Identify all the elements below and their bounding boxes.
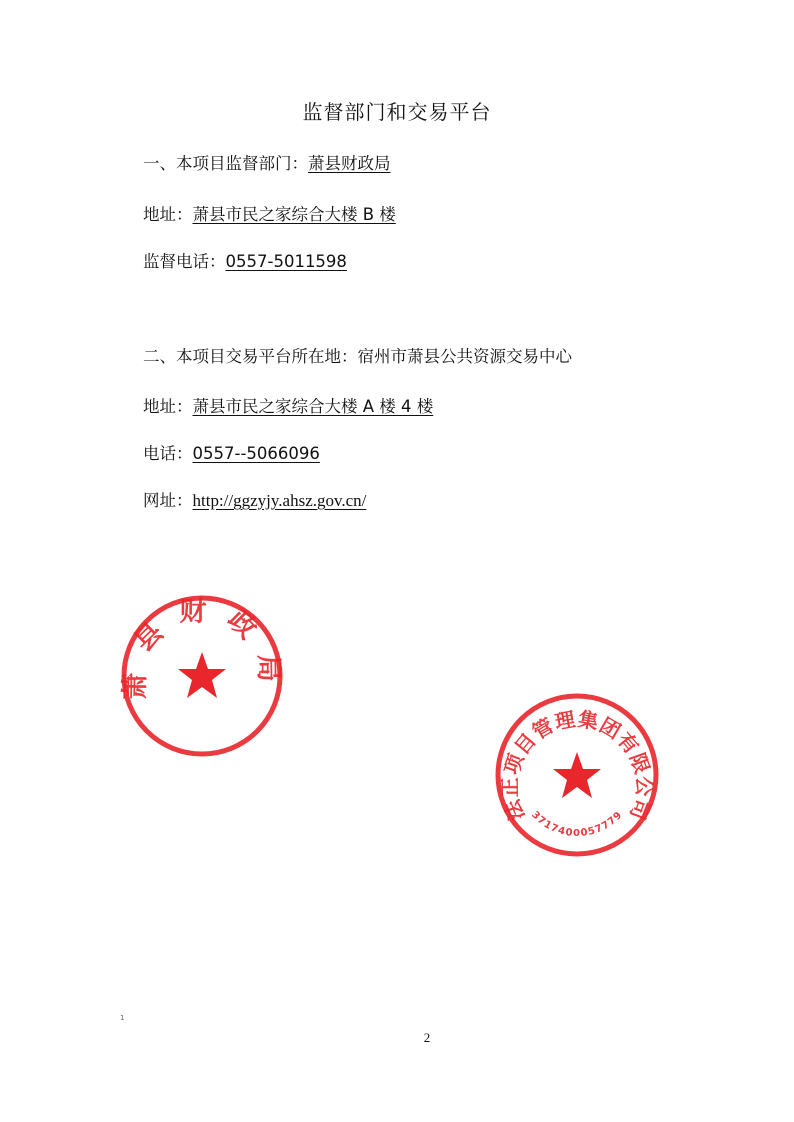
section2-address xyxy=(143,393,433,417)
page-title: 监督部门和交易平台 xyxy=(302,100,492,124)
website-label: 网址： xyxy=(143,491,193,510)
section1-phone xyxy=(143,248,347,272)
section1-label: 一、本项目监督部门： xyxy=(143,154,308,173)
phone-label: 监督电话： xyxy=(143,252,226,271)
section1-heading xyxy=(143,150,391,174)
address-label: 地址： xyxy=(143,205,193,224)
website-link[interactable]: http://ggzyjy.ahsz.gov.cn/ xyxy=(192,491,367,510)
svg-text:3717400057779 xyxy=(529,809,625,839)
seal-number: 3717400057779 xyxy=(529,809,625,840)
section2-phone xyxy=(143,440,320,464)
supervisor-dept: 萧县财政局 xyxy=(308,154,391,173)
address-value: 萧县市民之家综合大楼 A 楼 4 楼 xyxy=(192,397,434,416)
seal-text: 法正项目管理集团有限公司 xyxy=(497,706,657,824)
phone-value: 0557--5066096 xyxy=(192,444,320,463)
address-value: 萧县市民之家综合大楼 B 楼 xyxy=(192,205,396,224)
address-label: 地址： xyxy=(143,397,193,416)
page-number: 2 xyxy=(423,1030,431,1045)
finance-bureau-seal xyxy=(118,592,286,760)
section2-website xyxy=(143,487,366,511)
phone-value: 0557-5011598 xyxy=(225,252,347,271)
section1-address xyxy=(143,201,396,225)
company-seal xyxy=(492,690,662,860)
seal-text: 萧县财政局 xyxy=(119,596,285,700)
phone-label: 电话： xyxy=(143,444,193,463)
section2-heading: 二、本项目交易平台所在地：宿州市萧县公共资源交易中心 xyxy=(143,347,572,366)
footer-mark: 1 xyxy=(120,1014,125,1022)
